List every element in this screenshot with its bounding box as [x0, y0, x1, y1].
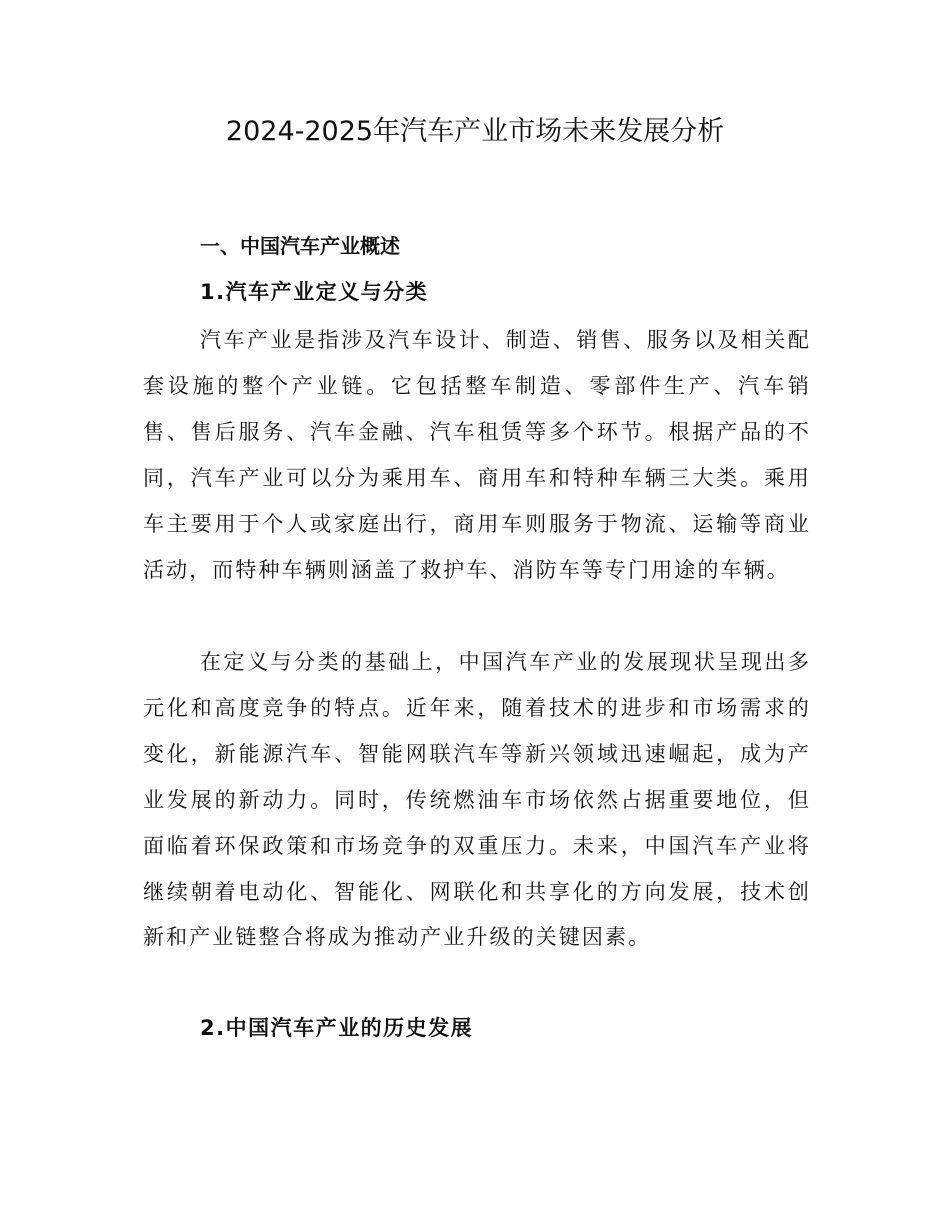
body-paragraph-status: 在定义与分类的基础上，中国汽车产业的发展现状呈现出多元化和高度竞争的特点。近年来，随着技术的进步和市场需求的变化，新能源汽车、智能网联汽车等新兴领域迅速崛起，成为产业发展的新动力。同时，传统燃油车市场依然占据重要地位，但面临着环保政策和市场竞争的双重压力。未来，中国汽车产业将继续朝着电动化、智能化、网联化和共享化的方向发展，技术创新和产业链整合将成为推动产业升级的关键因素。 [143, 650, 811, 950]
document-title: 2024-2025年汽车产业市场未来发展分析 [225, 116, 725, 147]
body-paragraph-definition: 汽车产业是指涉及汽车设计、制造、销售、服务以及相关配套设施的整个产业链。它包括整车制造、零部件生产、汽车销售、售后服务、汽车金融、汽车租赁等多个环节。根据产品的不同，汽车产业可以分为乘用车、商用车和特种车辆三大类。乘用车主要用于个人或家庭出行，商用车则服务于物流、运输等商业活动，而特种车辆则涵盖了救护车、消防车等专门用途的车辆。 [143, 328, 811, 582]
subsection-heading-history: 2.中国汽车产业的历史发展 [200, 1016, 474, 1040]
section-heading: 一、中国汽车产业概述 [200, 234, 400, 258]
subsection-heading-definition: 1.汽车产业定义与分类 [200, 280, 429, 304]
